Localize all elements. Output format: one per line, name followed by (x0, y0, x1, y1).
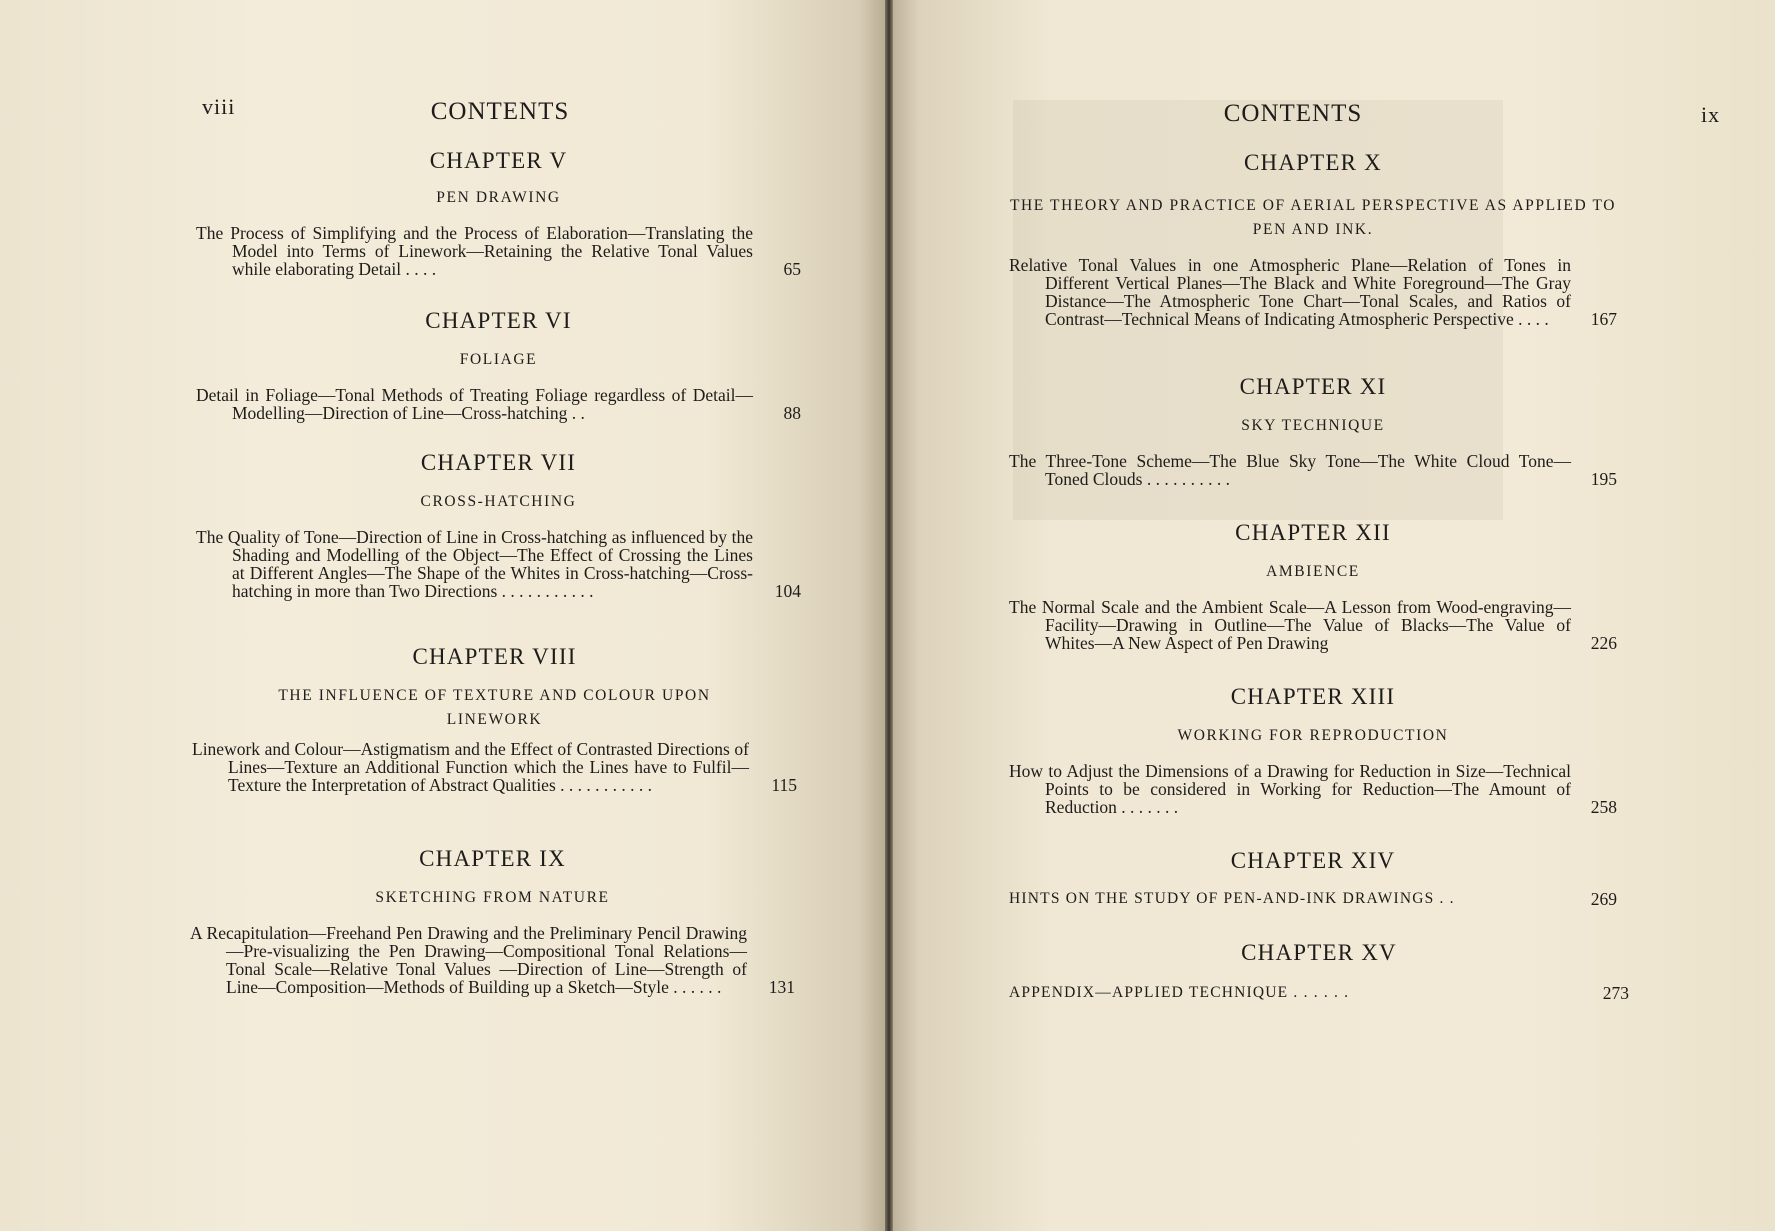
entry-page-number: 115 (771, 775, 797, 795)
toc-entry[interactable] (1009, 984, 1629, 1002)
chapter-title: CHAPTER VII (420, 450, 577, 475)
chapter-title: CHAPTER XII (1235, 520, 1391, 545)
chapter-subtitle: AMBIENCE (1266, 563, 1360, 580)
entry-text: Linework and Colour—Astigmatism and the Effect of Contrasted Directions of Lines—Texture an Additional Function which the Lines have to Fulfil—Texture the Interpretation of Abstract Qualities . . . . . . . . . . . (192, 739, 749, 795)
toc-chapter-15 (1009, 940, 1629, 1002)
entry-page-number: 258 (1590, 797, 1617, 817)
chapter-subtitle: SKY TECHNIQUE (1241, 417, 1385, 434)
chapter-title: CHAPTER XV (1241, 940, 1397, 965)
toc-chapter-14 (1009, 848, 1617, 908)
left-page (0, 0, 885, 1231)
chapter-subtitle: THE INFLUENCE OF TEXTURE AND COLOUR UPON LINEWORK (278, 687, 711, 728)
toc-chapter-11 (1009, 374, 1617, 488)
toc-chapter-10 (1009, 150, 1617, 328)
chapter-title: CHAPTER XIII (1230, 684, 1396, 709)
entry-text: The Three-Tone Scheme—The Blue Sky Tone—The White Cloud Tone—Toned Clouds . . . . . . . . . . (1009, 451, 1571, 489)
chapter-title: CHAPTER XIV (1230, 848, 1396, 873)
entry-text: Detail in Foliage—Tonal Methods of Treating Foliage regardless of Detail—Modelling—Direction of Line—Cross-hatching . . (196, 385, 753, 423)
chapter-title: CHAPTER XI (1239, 374, 1387, 399)
toc-entry[interactable] (190, 924, 795, 996)
toc-chapter-12 (1009, 520, 1617, 652)
toc-entry[interactable] (196, 224, 801, 278)
running-head-right: CONTENTS (1223, 100, 1363, 127)
toc-entry[interactable] (196, 528, 801, 600)
chapter-subtitle: SKETCHING FROM NATURE (375, 889, 610, 906)
entry-page-number: 65 (783, 259, 801, 279)
chapter-subtitle: THE THEORY AND PRACTICE OF AERIAL PERSPECTIVE AS APPLIED TO PEN AND INK. (1009, 197, 1617, 238)
entry-text: Relative Tonal Values in one Atmospheric Plane—Relation of Tones in Different Vertical Planes—The Black and White Foreground—The Gray Distance—The Atmospheric Tone Chart—Tonal Scales, and Ratios of Contrast—Technical Means of Indicating Atmospheric Perspective . . . . (1009, 255, 1571, 329)
toc-chapter-7 (196, 450, 801, 600)
entry-page-number: 195 (1590, 469, 1617, 489)
toc-entry[interactable] (1009, 598, 1617, 652)
chapter-title: CHAPTER IX (419, 846, 566, 871)
chapter-subtitle: CROSS-HATCHING (420, 493, 577, 510)
entry-page-number: 269 (1590, 889, 1617, 909)
running-head-left: CONTENTS (430, 98, 570, 125)
chapter-title: CHAPTER VIII (412, 644, 577, 669)
entry-page-number: 131 (768, 977, 795, 997)
entry-text: HINTS ON THE STUDY OF PEN-AND-INK DRAWINGS . . (1009, 890, 1455, 907)
toc-chapter-13 (1009, 684, 1617, 816)
toc-chapter-6 (196, 308, 801, 422)
chapter-subtitle: PEN DRAWING (436, 189, 561, 206)
entry-text: The Process of Simplifying and the Process of Elaboration—Translating the Model into Terms of Linework—Retaining the Relative Tonal Values while elaborating Detail . . . . (196, 223, 753, 279)
chapter-title: CHAPTER X (1244, 150, 1382, 175)
entry-page-number: 167 (1590, 309, 1617, 329)
toc-entry[interactable] (1009, 890, 1617, 908)
chapter-title: CHAPTER VI (425, 308, 572, 333)
chapter-subtitle: FOLIAGE (459, 351, 538, 368)
chapter-subtitle: WORKING FOR REPRODUCTION (1177, 727, 1449, 744)
toc-entry[interactable] (1009, 256, 1617, 328)
entry-page-number: 273 (1602, 983, 1629, 1003)
chapter-title: CHAPTER V (429, 148, 568, 173)
toc-entry[interactable] (1009, 762, 1617, 816)
toc-entry[interactable] (196, 386, 801, 422)
right-page (893, 0, 1775, 1231)
entry-text: The Quality of Tone—Direction of Line in Cross-hatching as influenced by the Shading and Modelling of the Object—The Effect of Crossing the Lines at Different Angles—The Shape of the Whites in Cross-hatching—Cross-hatching in more than Two Directions . . . . . . . . . . . (196, 527, 753, 601)
entry-page-number: 226 (1590, 633, 1617, 653)
toc-chapter-9 (190, 846, 795, 996)
book-gutter (885, 0, 893, 1231)
entry-text: APPENDIX—APPLIED TECHNIQUE . . . . . . (1009, 984, 1350, 1001)
toc-chapter-8 (192, 644, 797, 794)
entry-page-number: 104 (774, 581, 801, 601)
page-number-left: viii (202, 94, 236, 119)
page-number-right: ix (1701, 102, 1721, 127)
toc-entry[interactable] (1009, 452, 1617, 488)
toc-entry[interactable] (192, 740, 797, 794)
entry-page-number: 88 (783, 403, 801, 423)
entry-text: A Recapitulation—Freehand Pen Drawing and the Preliminary Pencil Drawing—Pre-visualizing the Pen Drawing—Compositional Tonal Relations—Tonal Scale—Relative Tonal Values —Direction of Line—Strength of Line—Composition—Methods of Building up a Sketch—Style . . . . . . (190, 923, 747, 997)
toc-chapter-5 (196, 148, 801, 278)
entry-text: The Normal Scale and the Ambient Scale—A Lesson from Wood-engraving—Facility—Drawing in Outline—The Value of Blacks—The Value of Whites—A New Aspect of Pen Drawing (1009, 597, 1571, 653)
entry-text: How to Adjust the Dimensions of a Drawing for Reduction in Size—Technical Points to be considered in Working for Reduction—The Amount of Reduction . . . . . . . (1009, 761, 1571, 817)
